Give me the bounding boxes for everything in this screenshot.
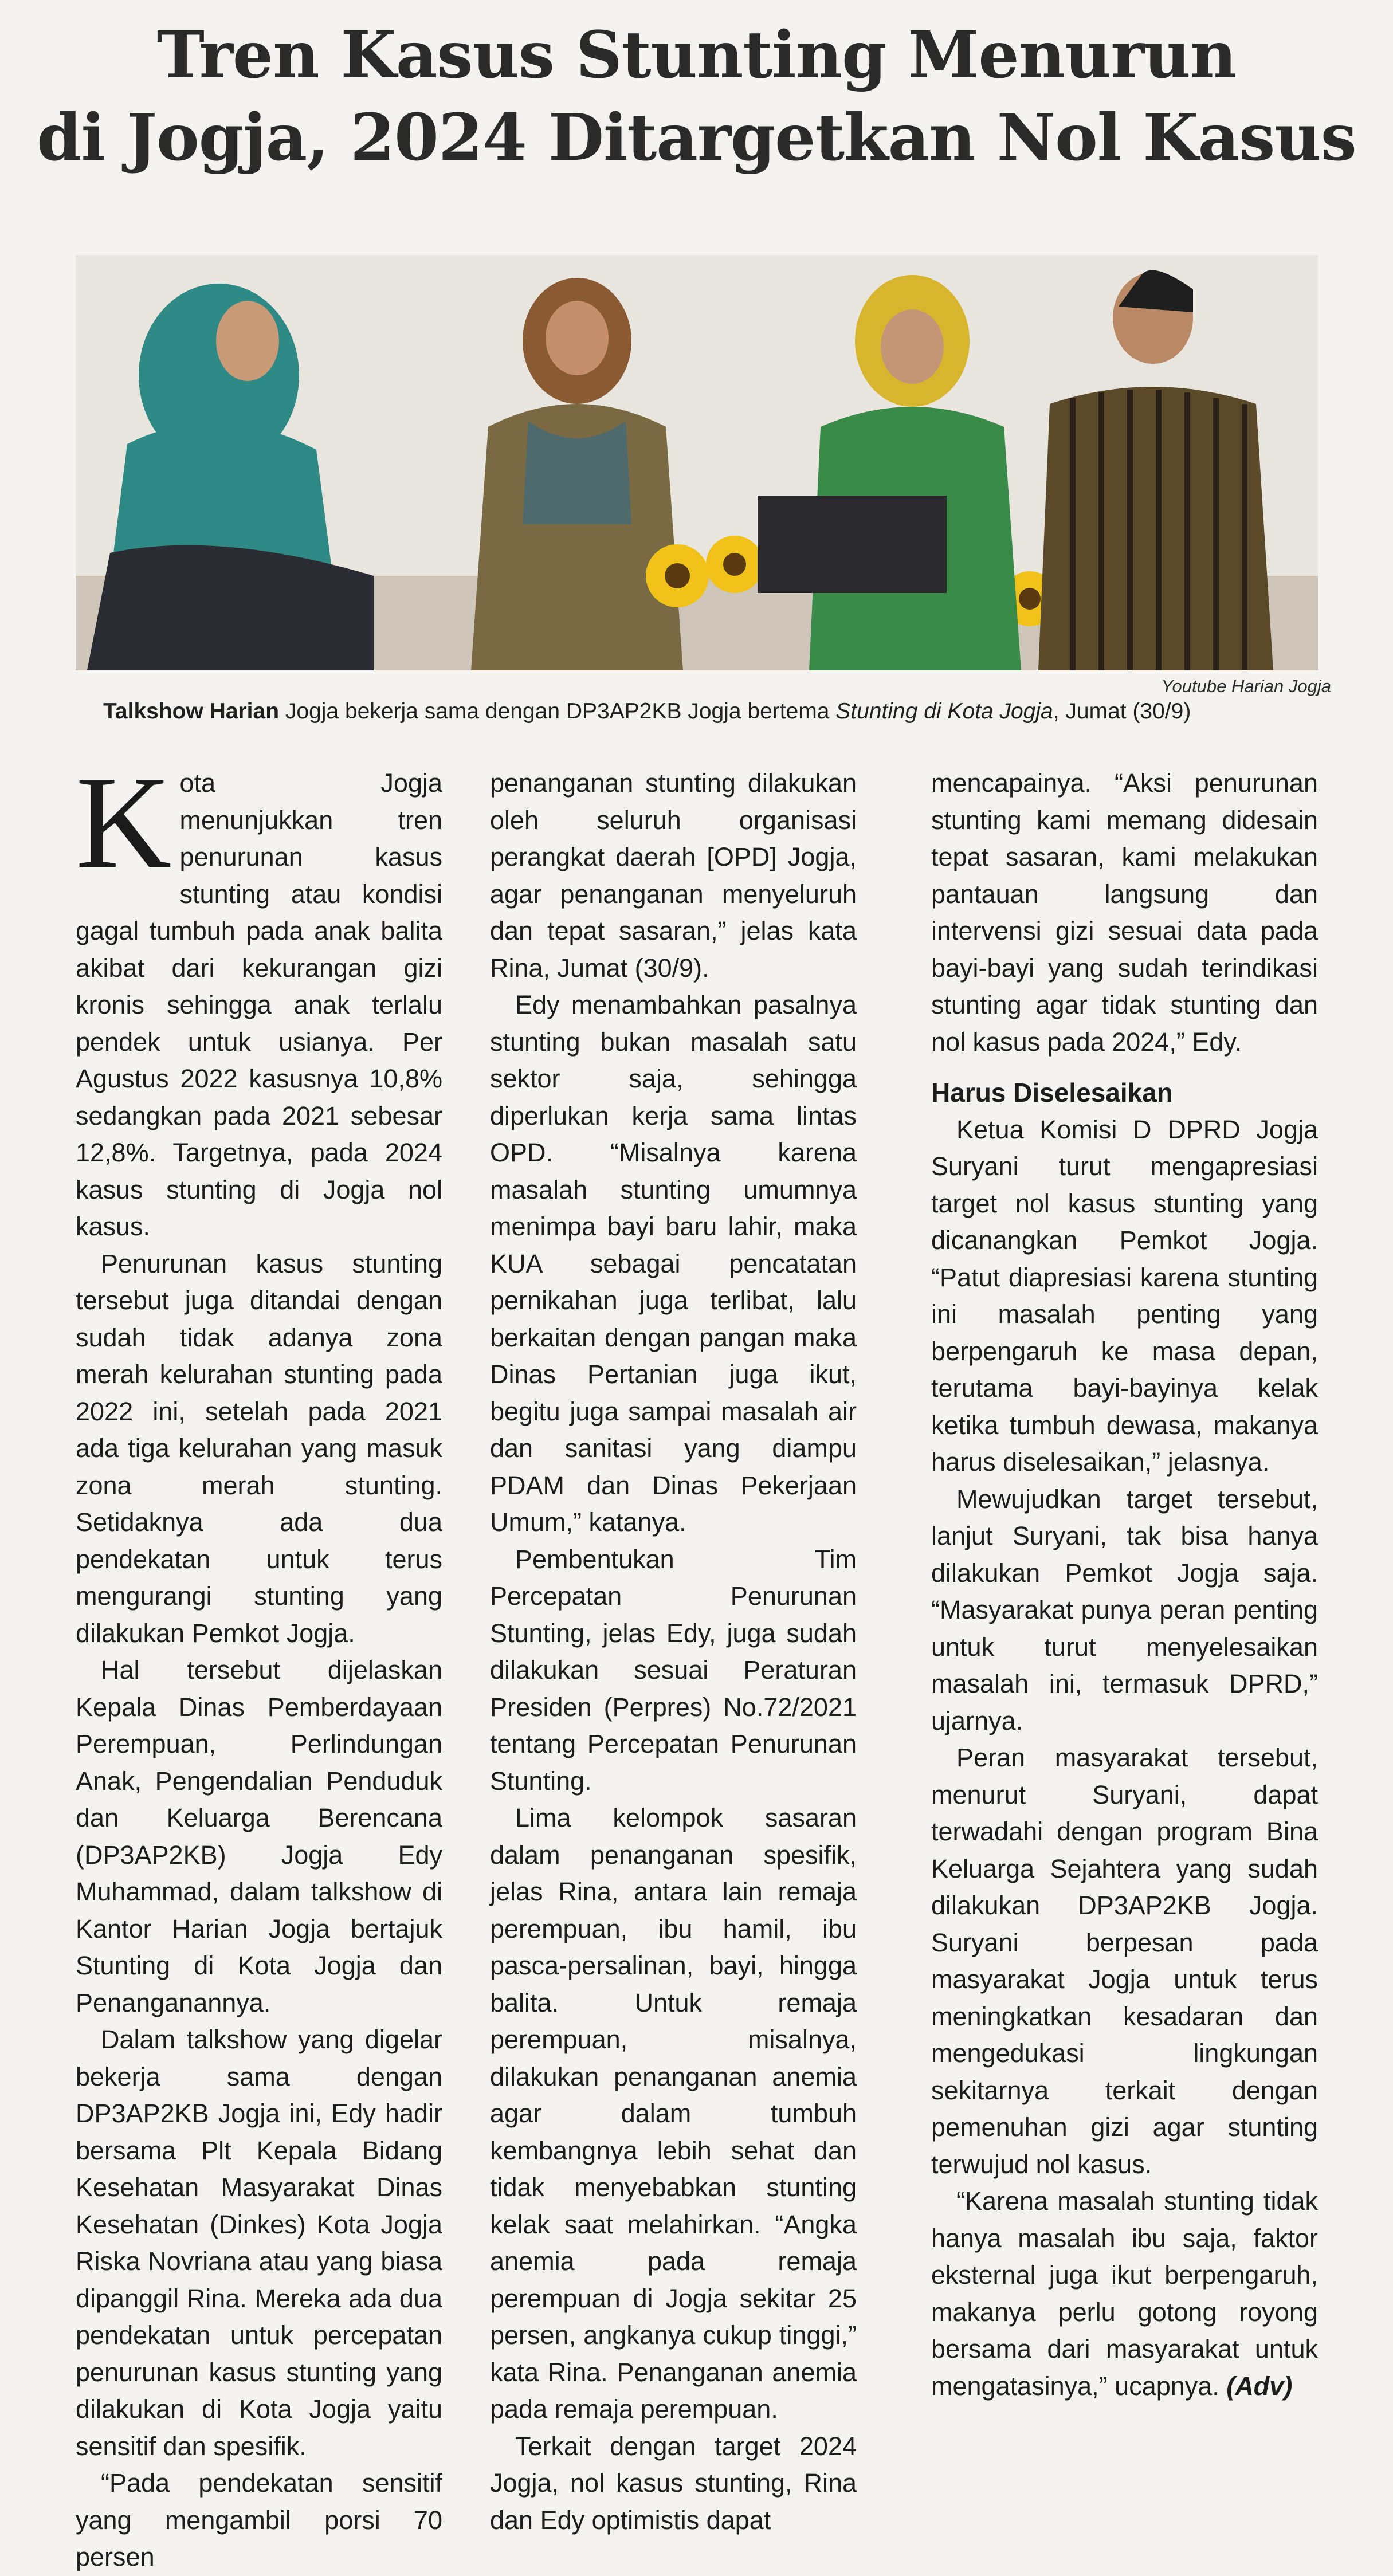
- closing-quote: “Karena masalah stunting tidak hanya masalah ibu saja, faktor eksternal juga ikut berpengaruh, makanya perlu gotong royong bersama dari masyarakat untuk mengatasinya,” ucapnya.: [931, 2186, 1318, 2401]
- drop-cap: K: [76, 749, 172, 896]
- paragraph: Kota Jogja menunjukkan tren penurunan kasus stunting atau kondisi gagal tumbuh pada anak balita akibat dari kekurangan gizi kronis sehingga anak terlalu pendek untuk usianya. Per Agustus 2022 kasusnya 10,8% sedangkan pada 2021 sebesar 12,8%. Targetnya, pada 2024 kasus stunting di Jogja nol kasus.: [76, 749, 442, 1241]
- talkshow-photo-illustration: [76, 255, 1318, 670]
- paragraph: Hal tersebut dijelaskan Kepala Dinas Pemberdayaan Perempuan, Perlindungan Anak, Pengendalian Penduduk dan Keluarga Berencana (DP3AP2KB) Jogja Edy Muhammad, dalam talkshow di Kantor Harian Jogja bertajuk Stunting di Kota Jogja dan Penanganannya.: [76, 1655, 442, 2017]
- caption-lead: Talkshow Harian: [103, 699, 280, 724]
- photo-caption: [103, 699, 1306, 724]
- adv-tag: (Adv): [1226, 2371, 1293, 2401]
- paragraph: mencapainya. “Aksi penurunan stunting kami memang didesain tepat sasaran, kami melakukan pantauan langsung dan intervensi gizi sesuai data pada bayi-bayi yang sudah terindikasi stunting agar tidak stunting dan nol kasus pada 2024,” Edy.: [931, 768, 1318, 1057]
- paragraph: [931, 2183, 1318, 2405]
- subheading: Harus Diselesaikan: [931, 1078, 1173, 1108]
- photo-credit: Youtube Harian Jogja: [1161, 676, 1331, 696]
- caption-text: Jogja bekerja sama dengan DP3AP2KB Jogja bertema: [285, 699, 830, 724]
- article-column-2: [490, 765, 857, 2539]
- headline-line-1: Tren Kasus Stunting Menurun: [156, 18, 1237, 93]
- caption-theme: Stunting di Kota Jogja: [835, 699, 1053, 724]
- caption-date: , Jumat (30/9): [1053, 699, 1191, 724]
- paragraph: Mewujudkan target tersebut, lanjut Suryani, tak bisa hanya dilakukan Pemkot Jogja saja. “Masyarakat punya peran penting untuk turut menyelesaikan masalah ini, termasuk DPRD,” ujarnya.: [931, 1484, 1318, 1735]
- paragraph: penanganan stunting dilakukan oleh seluruh organisasi perangkat daerah [OPD] Jogja, agar penanganan menyeluruh dan tepat sasaran,” jelas kata Rina, Jumat (30/9).: [490, 768, 857, 983]
- headline-line-2: di Jogja, 2024 Ditargetkan Nol Kasus: [37, 100, 1356, 175]
- article-column-3: [931, 765, 1318, 2405]
- paragraph: Ketua Komisi D DPRD Jogja Suryani turut mengapresiasi target nol kasus stunting yang dicanangkan Pemkot Jogja. “Patut diapresiasi karena stunting ini masalah penting yang berpengaruh ke masa depan, terutama bayi-bayinya kelak ketika tumbuh dewasa, makanya harus diselesaikan,” jelasnya.: [931, 1114, 1318, 1477]
- paragraph: Terkait dengan target 2024 Jogja, nol kasus stunting, Rina dan Edy optimistis dapat: [490, 2431, 857, 2535]
- paragraph: Edy menambahkan pasalnya stunting bukan masalah satu sektor saja, sehingga diperlukan kerja sama lintas OPD. “Misalnya karena masalah stunting umumnya menimpa bayi baru lahir, maka KUA sebagai pencatatan pernikahan juga terlibat, lalu berkaitan dengan pangan maka Dinas Pertanian juga ikut, begitu juga sampai masalah air dan sanitasi yang diampu PDAM dan Dinas Pekerjaan Umum,” katanya.: [490, 990, 857, 1537]
- paragraph: Dalam talkshow yang digelar bekerja sama dengan DP3AP2KB Jogja ini, Edy hadir bersama Plt Kepala Bidang Kesehatan Masyarakat Dinas Kesehatan (Dinkes) Kota Jogja Riska Novriana atau yang biasa dipanggil Rina. Mereka ada dua pendekatan untuk percepatan penurunan kasus stunting yang dilakukan di Kota Jogja yaitu sensitif dan spesifik.: [76, 2025, 442, 2461]
- paragraph: Peran masyarakat tersebut, menurut Suryani, dapat terwadahi dengan program Bina Keluarga Sejahtera yang sudah dilakukan DP3AP2KB Jogja. Suryani berpesan pada masyarakat Jogja untuk terus meningkatkan kesadaran dan mengedukasi lingkungan sekitarnya terkait dengan pemenuhan gizi agar stunting terwujud nol kasus.: [931, 1743, 1318, 2179]
- talkshow-photo: [76, 255, 1318, 670]
- paragraph: Lima kelompok sasaran dalam penanganan spesifik, jelas Rina, antara lain remaja perempuan, ibu hamil, ibu pasca-persalinan, bayi, hingga balita. Untuk remaja perempuan, misalnya, dilakukan penanganan anemia agar dalam tumbuh kembangnya lebih sehat dan tidak menyebabkan stunting kelak saat melahirkan. “Angka anemia pada remaja perempuan di Jogja sekitar 25 persen, angkanya cukup tinggi,” kata Rina. Penanganan anemia pada remaja perempuan.: [490, 1803, 857, 2424]
- headline: [0, 14, 1393, 179]
- paragraph: Penurunan kasus stunting tersebut juga ditandai dengan sudah tidak adanya zona merah kelurahan stunting pada 2022 ini, setelah pada 2021 ada tiga kelurahan yang masuk zona merah stunting. Setidaknya ada dua pendekatan untuk terus mengurangi stunting yang dilakukan Pemkot Jogja.: [76, 1248, 442, 1648]
- paragraph: Pembentukan Tim Percepatan Penurunan Stunting, jelas Edy, juga sudah dilakukan sesuai Peraturan Presiden (Perpres) No.72/2021 tentang Percepatan Penurunan Stunting.: [490, 1544, 857, 1796]
- paragraph: “Pada pendekatan sensitif yang mengambil porsi 70 persen: [76, 2468, 442, 2571]
- article-column-1: [76, 749, 442, 2576]
